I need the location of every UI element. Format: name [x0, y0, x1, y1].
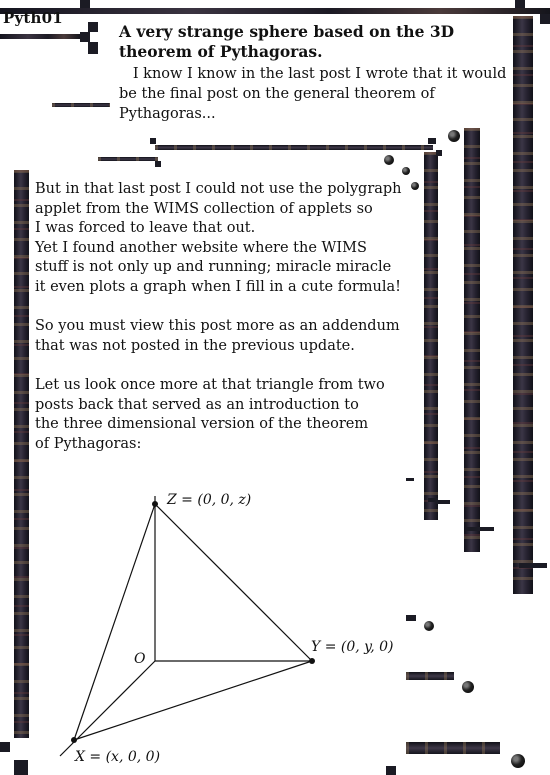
triangle-edge-zx — [74, 504, 155, 740]
site-logo: Pyth01 — [3, 9, 63, 27]
triangle-edge-zy — [155, 504, 312, 661]
label-x: X = (x, 0, 0) — [75, 749, 161, 765]
label-z: Z = (0, 0, z) — [167, 492, 252, 508]
body-paragraph: Let us look once more at that triangle from two posts back that served as an introduction to the three dimensional version of the theorem of Pythagoras: — [35, 376, 385, 452]
point-z — [152, 501, 158, 507]
label-y: Y = (0, y, 0) — [311, 639, 394, 655]
post-intro-text: I know I know in the last post I wrote that it would be the final post on the general theorem of Pythagoras... — [119, 66, 507, 122]
point-y — [309, 658, 315, 664]
body-paragraph: So you must view this post more as an addendum that was not posted in the previous update. — [35, 318, 400, 354]
post-title: A very strange sphere based on the 3D theorem of Pythagoras. — [119, 22, 455, 61]
label-origin: O — [134, 651, 146, 667]
body-paragraph: But in that last post I could not use the polygraph applet from the WIMS collection of applets so I was forced to leave that out. Yet I found another website where the WIMS stuff is not only up and running; miracle miracle it even plots a graph when I fill in a cute formula! — [35, 181, 402, 295]
point-x — [71, 737, 77, 743]
triangle-edge-xy — [74, 661, 312, 740]
